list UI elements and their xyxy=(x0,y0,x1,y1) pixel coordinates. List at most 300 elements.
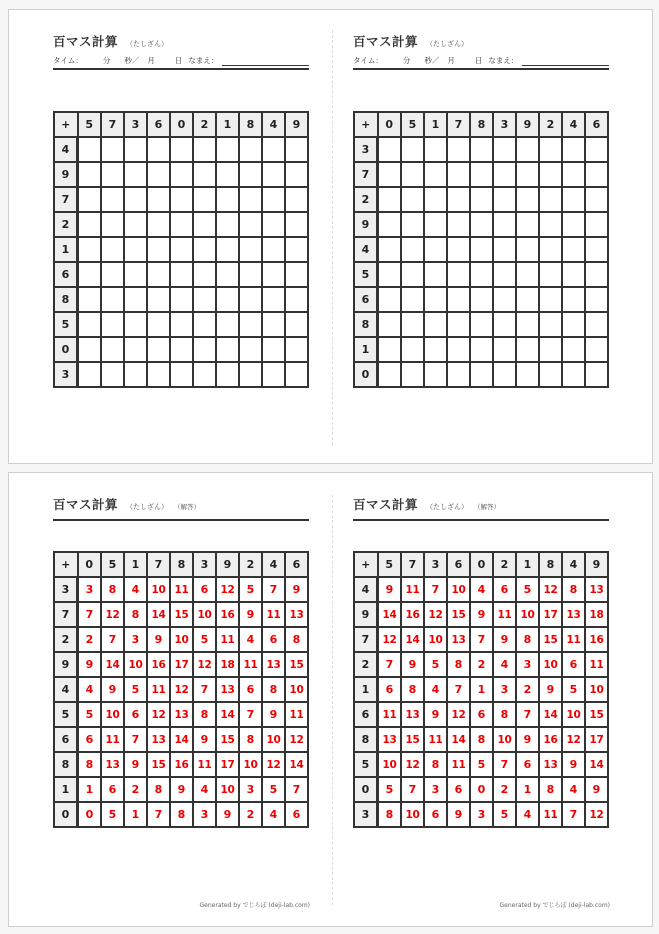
row-header-cell: 7 xyxy=(354,162,378,187)
answer-input-cell[interactable] xyxy=(78,237,102,262)
answer-input-cell[interactable] xyxy=(585,312,608,337)
answer-input-cell[interactable] xyxy=(101,262,124,287)
answer-input-cell[interactable] xyxy=(78,362,102,387)
answer-input-cell[interactable] xyxy=(101,337,124,362)
answer-input-cell[interactable] xyxy=(262,337,285,362)
answer-input-cell[interactable] xyxy=(493,162,516,187)
answer-cell: 14 xyxy=(285,752,308,777)
answer-input-cell[interactable] xyxy=(124,187,147,212)
answer-input-cell[interactable] xyxy=(585,262,608,287)
answer-input-cell[interactable] xyxy=(147,362,170,387)
row-header-cell: 9 xyxy=(54,652,78,677)
answer-input-cell[interactable] xyxy=(193,337,216,362)
answer-input-cell[interactable] xyxy=(101,187,124,212)
answer-cell: 9 xyxy=(562,752,585,777)
answer-cell: 15 xyxy=(170,602,193,627)
answer-input-cell[interactable] xyxy=(216,262,239,287)
answer-input-cell[interactable] xyxy=(147,237,170,262)
answer-input-cell[interactable] xyxy=(470,137,493,162)
row-header-cell: 9 xyxy=(354,212,378,237)
row-header-cell: 7 xyxy=(54,187,78,212)
answer-input-cell[interactable] xyxy=(170,337,193,362)
answer-cell: 12 xyxy=(562,727,585,752)
answer-input-cell[interactable] xyxy=(124,237,147,262)
row-header-cell: 2 xyxy=(54,627,78,652)
answer-cell: 7 xyxy=(562,802,585,827)
answer-input-cell[interactable] xyxy=(378,262,402,287)
answer-cell: 9 xyxy=(124,752,147,777)
operator-cell: + xyxy=(354,552,378,577)
answer-input-cell[interactable] xyxy=(262,212,285,237)
answer-input-cell[interactable] xyxy=(516,212,539,237)
answer-input-cell[interactable] xyxy=(378,237,402,262)
answer-input-cell[interactable] xyxy=(539,337,562,362)
answer-input-cell[interactable] xyxy=(193,137,216,162)
answer-input-cell[interactable] xyxy=(124,287,147,312)
grid-row xyxy=(354,702,608,727)
answer-input-cell[interactable] xyxy=(447,262,470,287)
answer-input-cell[interactable] xyxy=(585,362,608,387)
answer-input-cell[interactable] xyxy=(170,212,193,237)
answer-input-cell[interactable] xyxy=(78,287,102,312)
operator-cell: + xyxy=(54,112,78,137)
answer-input-cell[interactable] xyxy=(470,162,493,187)
answer-input-cell[interactable] xyxy=(170,162,193,187)
answer-input-cell[interactable] xyxy=(101,287,124,312)
answer-input-cell[interactable] xyxy=(562,162,585,187)
answer-input-cell[interactable] xyxy=(516,162,539,187)
answer-input-cell[interactable] xyxy=(124,162,147,187)
answer-cell: 16 xyxy=(585,627,608,652)
answer-input-cell[interactable] xyxy=(539,287,562,312)
answer-input-cell[interactable] xyxy=(78,162,102,187)
answer-cell: 4 xyxy=(516,802,539,827)
answer-cell: 15 xyxy=(585,702,608,727)
answer-cell: 11 xyxy=(493,602,516,627)
answer-cell: 4 xyxy=(424,677,447,702)
answer-input-cell[interactable] xyxy=(239,362,262,387)
answer-input-cell[interactable] xyxy=(378,287,402,312)
answer-page xyxy=(8,472,653,927)
answer-input-cell[interactable] xyxy=(124,262,147,287)
seconds-label: 秒／ xyxy=(424,56,440,65)
answer-input-cell[interactable] xyxy=(516,287,539,312)
row-header-cell: 0 xyxy=(354,777,378,802)
answer-cell: 8 xyxy=(516,627,539,652)
answer-input-cell[interactable] xyxy=(239,187,262,212)
answer-input-cell[interactable] xyxy=(378,362,402,387)
answer-input-cell[interactable] xyxy=(78,337,102,362)
answer-input-cell[interactable] xyxy=(78,137,102,162)
answer-cell: 7 xyxy=(262,577,285,602)
answer-input-cell[interactable] xyxy=(447,287,470,312)
answer-input-cell[interactable] xyxy=(147,212,170,237)
column-header-cell: 7 xyxy=(147,552,170,577)
answer-cell: 8 xyxy=(424,752,447,777)
answer-input-cell[interactable] xyxy=(539,312,562,337)
answer-input-cell[interactable] xyxy=(424,312,447,337)
answer-input-cell[interactable] xyxy=(516,312,539,337)
answer-input-cell[interactable] xyxy=(78,262,102,287)
answer-cell: 11 xyxy=(193,752,216,777)
answer-input-cell[interactable] xyxy=(239,212,262,237)
answer-input-cell[interactable] xyxy=(78,312,102,337)
answer-input-cell[interactable] xyxy=(493,287,516,312)
column-header-cell: 5 xyxy=(378,552,402,577)
answer-cell: 9 xyxy=(262,702,285,727)
answer-input-cell[interactable] xyxy=(170,237,193,262)
answer-input-cell[interactable] xyxy=(424,187,447,212)
answer-input-cell[interactable] xyxy=(493,362,516,387)
answer-input-cell[interactable] xyxy=(401,137,424,162)
answer-cell: 2 xyxy=(239,802,262,827)
answer-input-cell[interactable] xyxy=(285,162,308,187)
answer-input-cell[interactable] xyxy=(585,212,608,237)
answer-input-cell[interactable] xyxy=(193,237,216,262)
grid-row xyxy=(354,627,608,652)
answer-input-cell[interactable] xyxy=(147,262,170,287)
answer-input-cell[interactable] xyxy=(239,162,262,187)
answer-input-cell[interactable] xyxy=(170,137,193,162)
answer-input-cell[interactable] xyxy=(262,262,285,287)
answer-input-cell[interactable] xyxy=(401,337,424,362)
answer-input-cell[interactable] xyxy=(539,162,562,187)
answer-input-cell[interactable] xyxy=(170,287,193,312)
grid-row xyxy=(354,162,608,187)
answer-input-cell[interactable] xyxy=(470,362,493,387)
answer-input-cell[interactable] xyxy=(401,237,424,262)
answer-input-cell[interactable] xyxy=(193,262,216,287)
answer-input-cell[interactable] xyxy=(216,212,239,237)
answer-cell: 10 xyxy=(585,677,608,702)
answer-input-cell[interactable] xyxy=(262,237,285,262)
answer-input-cell[interactable] xyxy=(562,362,585,387)
answer-cell: 9 xyxy=(101,677,124,702)
row-header-cell: 0 xyxy=(54,802,78,827)
answer-input-cell[interactable] xyxy=(147,312,170,337)
answer-input-cell[interactable] xyxy=(447,337,470,362)
answer-input-cell[interactable] xyxy=(262,187,285,212)
answer-input-cell[interactable] xyxy=(285,237,308,262)
answer-input-cell[interactable] xyxy=(239,312,262,337)
answer-input-cell[interactable] xyxy=(239,337,262,362)
answer-input-cell[interactable] xyxy=(239,237,262,262)
answer-input-cell[interactable] xyxy=(193,187,216,212)
sheet-subtitle: （たしざん） xyxy=(126,40,169,48)
answer-input-cell[interactable] xyxy=(262,137,285,162)
answer-input-cell[interactable] xyxy=(470,187,493,212)
answer-input-cell[interactable] xyxy=(539,362,562,387)
answer-input-cell[interactable] xyxy=(424,137,447,162)
answer-input-cell[interactable] xyxy=(216,312,239,337)
answer-input-cell[interactable] xyxy=(493,212,516,237)
grid-row xyxy=(354,237,608,262)
grid-row xyxy=(54,602,308,627)
answer-cell: 6 xyxy=(562,652,585,677)
answer-input-cell[interactable] xyxy=(216,237,239,262)
answer-input-cell[interactable] xyxy=(447,137,470,162)
row-header-cell: 6 xyxy=(54,262,78,287)
answer-input-cell[interactable] xyxy=(147,337,170,362)
answer-cell: 14 xyxy=(216,702,239,727)
answer-input-cell[interactable] xyxy=(470,212,493,237)
answer-input-cell[interactable] xyxy=(424,337,447,362)
problem-page xyxy=(8,9,653,464)
answer-cell: 5 xyxy=(470,752,493,777)
answer-input-cell[interactable] xyxy=(447,162,470,187)
answer-input-cell[interactable] xyxy=(216,287,239,312)
answer-cell: 15 xyxy=(216,727,239,752)
answer-input-cell[interactable] xyxy=(516,187,539,212)
answer-input-cell[interactable] xyxy=(585,287,608,312)
generated-by-footer: Generated by でじらぼ (deji-lab.com) xyxy=(499,902,610,909)
answer-cell: 4 xyxy=(493,652,516,677)
grid-row xyxy=(354,262,608,287)
answer-input-cell[interactable] xyxy=(447,237,470,262)
answer-input-cell[interactable] xyxy=(562,337,585,362)
answer-input-cell[interactable] xyxy=(193,162,216,187)
answer-input-cell[interactable] xyxy=(285,187,308,212)
answer-input-cell[interactable] xyxy=(516,362,539,387)
answer-input-cell[interactable] xyxy=(378,187,402,212)
column-header-cell: 2 xyxy=(493,552,516,577)
answer-input-cell[interactable] xyxy=(447,212,470,237)
answer-cell: 13 xyxy=(447,627,470,652)
answer-input-cell[interactable] xyxy=(147,137,170,162)
answer-cell: 11 xyxy=(101,727,124,752)
answer-input-cell[interactable] xyxy=(539,137,562,162)
answer-input-cell[interactable] xyxy=(239,137,262,162)
answer-input-cell[interactable] xyxy=(262,362,285,387)
answer-input-cell[interactable] xyxy=(262,287,285,312)
grid-row xyxy=(54,677,308,702)
answer-input-cell[interactable] xyxy=(516,237,539,262)
answer-input-cell[interactable] xyxy=(585,137,608,162)
answer-cell: 10 xyxy=(447,577,470,602)
answer-input-cell[interactable] xyxy=(424,287,447,312)
answer-cell: 5 xyxy=(493,802,516,827)
answer-input-cell[interactable] xyxy=(216,187,239,212)
answer-input-cell[interactable] xyxy=(378,162,402,187)
answer-input-cell[interactable] xyxy=(216,362,239,387)
answer-input-cell[interactable] xyxy=(493,137,516,162)
answer-cell: 6 xyxy=(239,677,262,702)
answer-input-cell[interactable] xyxy=(124,312,147,337)
sheet-subtitle: （たしざん） xyxy=(426,40,469,48)
name-field[interactable] xyxy=(522,56,609,66)
answer-input-cell[interactable] xyxy=(285,137,308,162)
column-header-cell: 0 xyxy=(170,112,193,137)
answer-input-cell[interactable] xyxy=(193,312,216,337)
column-header-cell: 3 xyxy=(124,112,147,137)
answer-input-cell[interactable] xyxy=(170,362,193,387)
answer-cell: 9 xyxy=(378,577,402,602)
answer-input-cell[interactable] xyxy=(493,312,516,337)
answer-input-cell[interactable] xyxy=(401,262,424,287)
answer-input-cell[interactable] xyxy=(285,312,308,337)
seconds-label: 秒／ xyxy=(124,56,140,65)
answer-cell: 3 xyxy=(493,677,516,702)
answer-input-cell[interactable] xyxy=(78,212,102,237)
answer-input-cell[interactable] xyxy=(170,312,193,337)
answer-input-cell[interactable] xyxy=(447,187,470,212)
answer-input-cell[interactable] xyxy=(285,287,308,312)
answer-input-cell[interactable] xyxy=(539,187,562,212)
cut-line-divider xyxy=(332,495,333,905)
answer-input-cell[interactable] xyxy=(470,287,493,312)
answer-input-cell[interactable] xyxy=(424,262,447,287)
answer-input-cell[interactable] xyxy=(147,287,170,312)
answer-cell: 13 xyxy=(401,702,424,727)
answer-cell: 15 xyxy=(285,652,308,677)
answer-input-cell[interactable] xyxy=(470,237,493,262)
answer-input-cell[interactable] xyxy=(493,237,516,262)
answer-input-cell[interactable] xyxy=(170,187,193,212)
answer-input-cell[interactable] xyxy=(470,337,493,362)
minutes-label: 分 xyxy=(102,56,111,65)
answer-input-cell[interactable] xyxy=(193,287,216,312)
answer-cell: 12 xyxy=(585,802,608,827)
answer-cell: 13 xyxy=(147,727,170,752)
row-header-cell: 2 xyxy=(354,652,378,677)
answer-input-cell[interactable] xyxy=(562,262,585,287)
answer-cell: 3 xyxy=(424,777,447,802)
answer-input-cell[interactable] xyxy=(262,312,285,337)
answer-cell: 6 xyxy=(101,777,124,802)
answer-input-cell[interactable] xyxy=(101,137,124,162)
answer-input-cell[interactable] xyxy=(424,237,447,262)
answer-input-cell[interactable] xyxy=(447,362,470,387)
answer-input-cell[interactable] xyxy=(378,212,402,237)
answer-cell: 9 xyxy=(447,802,470,827)
answer-input-cell[interactable] xyxy=(216,337,239,362)
answer-input-cell[interactable] xyxy=(285,362,308,387)
answer-input-cell[interactable] xyxy=(239,287,262,312)
answer-input-cell[interactable] xyxy=(562,312,585,337)
answer-cell: 9 xyxy=(285,577,308,602)
answer-input-cell[interactable] xyxy=(101,312,124,337)
answer-input-cell[interactable] xyxy=(124,337,147,362)
answer-input-cell[interactable] xyxy=(285,337,308,362)
answer-input-cell[interactable] xyxy=(562,212,585,237)
answer-input-cell[interactable] xyxy=(285,212,308,237)
answer-cell: 8 xyxy=(285,627,308,652)
answer-input-cell[interactable] xyxy=(378,337,402,362)
answer-input-cell[interactable] xyxy=(216,162,239,187)
answer-input-cell[interactable] xyxy=(539,262,562,287)
header-rule xyxy=(353,519,609,521)
answer-input-cell[interactable] xyxy=(147,162,170,187)
answer-input-cell[interactable] xyxy=(239,262,262,287)
answer-input-cell[interactable] xyxy=(285,262,308,287)
answer-input-cell[interactable] xyxy=(493,262,516,287)
answer-cell: 3 xyxy=(124,627,147,652)
answer-input-cell[interactable] xyxy=(562,237,585,262)
answer-cell: 1 xyxy=(470,677,493,702)
answer-cell: 6 xyxy=(78,727,102,752)
answer-input-cell[interactable] xyxy=(424,212,447,237)
answer-input-cell[interactable] xyxy=(585,237,608,262)
answer-input-cell[interactable] xyxy=(470,312,493,337)
answer-input-cell[interactable] xyxy=(562,187,585,212)
name-field[interactable] xyxy=(222,56,309,66)
answer-input-cell[interactable] xyxy=(539,212,562,237)
answer-input-cell[interactable] xyxy=(401,312,424,337)
answer-input-cell[interactable] xyxy=(424,362,447,387)
answer-input-cell[interactable] xyxy=(585,337,608,362)
name-label: なまえ： xyxy=(188,56,219,65)
answer-input-cell[interactable] xyxy=(401,212,424,237)
answer-input-cell[interactable] xyxy=(493,337,516,362)
answer-input-cell[interactable] xyxy=(562,287,585,312)
answer-cell: 10 xyxy=(285,677,308,702)
answer-input-cell[interactable] xyxy=(516,262,539,287)
answer-input-cell[interactable] xyxy=(124,362,147,387)
answer-input-cell[interactable] xyxy=(424,162,447,187)
answer-input-cell[interactable] xyxy=(493,187,516,212)
answer-input-cell[interactable] xyxy=(101,362,124,387)
answer-input-cell[interactable] xyxy=(170,262,193,287)
answer-cell: 13 xyxy=(170,702,193,727)
answer-cell: 11 xyxy=(378,702,402,727)
grid-row xyxy=(354,212,608,237)
answer-cell: 9 xyxy=(470,602,493,627)
answer-cell: 5 xyxy=(239,577,262,602)
answer-input-cell[interactable] xyxy=(124,212,147,237)
answer-input-cell[interactable] xyxy=(78,187,102,212)
answer-input-cell[interactable] xyxy=(447,312,470,337)
answer-input-cell[interactable] xyxy=(516,337,539,362)
answer-input-cell[interactable] xyxy=(101,162,124,187)
column-header-cell: 0 xyxy=(78,552,102,577)
answer-cell: 10 xyxy=(239,752,262,777)
answer-input-cell[interactable] xyxy=(401,187,424,212)
row-header-cell: 3 xyxy=(354,137,378,162)
answer-input-cell[interactable] xyxy=(401,162,424,187)
answer-input-cell[interactable] xyxy=(516,137,539,162)
answer-input-cell[interactable] xyxy=(147,187,170,212)
answer-cell: 7 xyxy=(516,702,539,727)
column-header-cell: 2 xyxy=(193,112,216,137)
answer-input-cell[interactable] xyxy=(378,137,402,162)
answer-cell: 10 xyxy=(562,702,585,727)
answer-cell: 5 xyxy=(124,677,147,702)
grid-row xyxy=(54,652,308,677)
column-header-cell: 0 xyxy=(470,552,493,577)
answer-input-cell[interactable] xyxy=(101,212,124,237)
answer-input-cell[interactable] xyxy=(124,137,147,162)
answer-cell: 13 xyxy=(216,677,239,702)
answer-input-cell[interactable] xyxy=(216,137,239,162)
answer-input-cell[interactable] xyxy=(562,137,585,162)
answer-cell: 5 xyxy=(378,777,402,802)
answer-input-cell[interactable] xyxy=(262,162,285,187)
answer-input-cell[interactable] xyxy=(378,312,402,337)
grid-row xyxy=(54,187,308,212)
answer-input-cell[interactable] xyxy=(585,162,608,187)
answer-cell: 12 xyxy=(262,752,285,777)
answer-input-cell[interactable] xyxy=(193,212,216,237)
answer-input-cell[interactable] xyxy=(101,237,124,262)
answer-input-cell[interactable] xyxy=(401,362,424,387)
answer-input-cell[interactable] xyxy=(401,287,424,312)
answer-input-cell[interactable] xyxy=(539,237,562,262)
answer-cell: 8 xyxy=(239,727,262,752)
answer-input-cell[interactable] xyxy=(585,187,608,212)
answer-cell: 3 xyxy=(239,777,262,802)
answer-input-cell[interactable] xyxy=(470,262,493,287)
answer-input-cell[interactable] xyxy=(193,362,216,387)
